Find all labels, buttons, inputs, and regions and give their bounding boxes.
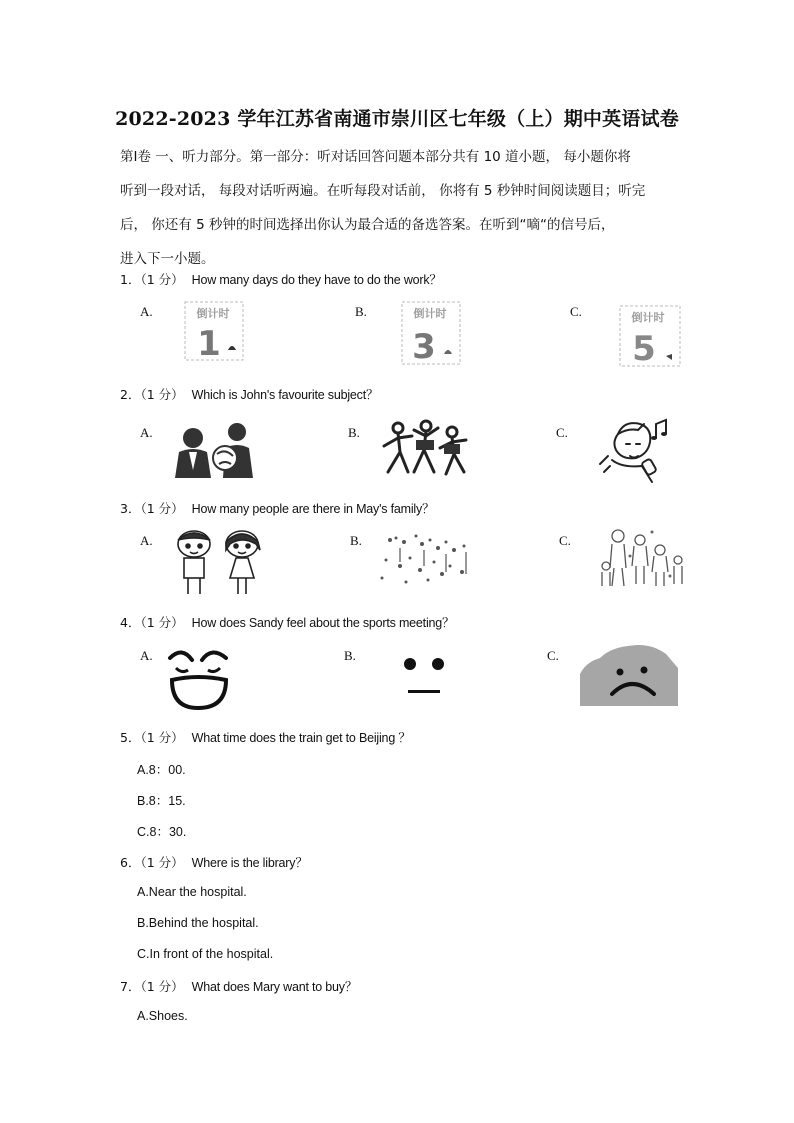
instruction-line: 第Ⅰ卷 一、听力部分。第一部分：听对话回答问题本部分共有 10 道小题， 每小题你将 [120,149,631,165]
question-text: Where is the library？ [191,856,308,870]
question-number: 4．（1 分） [120,615,184,630]
countdown-digit: 5 [632,329,656,369]
question-number: 7．（1 分） [120,979,184,994]
option-a-label: A. [140,648,153,663]
question-text: How many people are there in May's family？ [191,502,435,516]
option-a: A.Near the hospital. [137,885,247,899]
question-number: 5．（1 分） [120,730,184,745]
question-7 [120,977,357,995]
option-b: B.8：15. [137,794,186,808]
countdown-calendar-1-icon [183,300,247,364]
countdown-digit: 3 [412,327,436,367]
option-c-label: C. [547,648,559,663]
boy-singing-music-icon [596,414,674,484]
listening-instructions [120,140,680,276]
question-1 [120,270,442,288]
students-doing-pe-icon [378,418,474,480]
option-c-label: C. [559,533,571,548]
option-c: C.In front of the hospital. [137,947,274,961]
countdown-calendar-3-icon [400,300,464,368]
question-5 [120,728,411,746]
question-text: How does Sandy feel about the sports meeting？ [191,616,455,630]
option-b-label: B. [344,648,356,663]
option-c-label: C. [570,304,582,319]
question-number: 2．（1 分） [120,387,184,402]
sad-face-icon [580,638,678,706]
big-family-faded-icon [594,526,690,590]
instruction-line: 后， 你还有 5 秒钟的时间选择出你认为最合适的备选答案。在听到“嘀“的信号后， [120,217,615,233]
family-group-faded-icon [376,530,476,588]
option-a-label: A. [140,304,153,319]
countdown-label: 倒计时 [196,307,230,320]
question-text: How many days do they have to do the work？ [191,273,442,287]
happy-face-icon [164,644,234,710]
option-b-label: B. [350,533,362,548]
question-2 [120,385,378,403]
countdown-label: 倒计时 [631,311,665,324]
question-6 [120,853,308,871]
option-c: C.8：30. [137,825,187,839]
option-a: A.8：00. [137,763,186,777]
two-children-icon [166,528,270,598]
option-a-label: A. [140,533,153,548]
option-a-label: A. [140,425,153,440]
countdown-digit: 1 [197,324,221,364]
instruction-line: 进入下一小题。 [120,251,215,267]
instruction-line: 听到一段对话， 每段对话听两遍。在听每段对话前， 你将有 5 秒钟时间阅读题目；听完 [120,183,646,199]
question-number: 3．（1 分） [120,501,184,516]
option-b: B.Behind the hospital. [137,916,259,930]
question-4 [120,613,454,631]
question-text: What does Mary want to buy？ [191,980,358,994]
countdown-calendar-5-icon [618,304,684,370]
neutral-face-icon [398,654,448,696]
question-text: Which is John's favourite subject？ [191,388,379,402]
countdown-label: 倒计时 [413,307,447,320]
option-b-label: B. [348,425,360,440]
teachers-with-globe-icon [165,418,267,480]
question-number: 1．（1 分） [120,272,184,287]
question-number: 6．（1 分） [120,855,184,870]
option-c-label: C. [556,425,568,440]
option-b-label: B. [355,304,367,319]
question-3 [120,499,434,517]
option-a: A.Shoes. [137,1009,188,1023]
exam-title: 2022-2023 学年江苏省南通市崇川区七年级（上）期中英语试卷 [115,108,679,130]
question-text: What time does the train get to Beijing ？ [191,731,411,745]
